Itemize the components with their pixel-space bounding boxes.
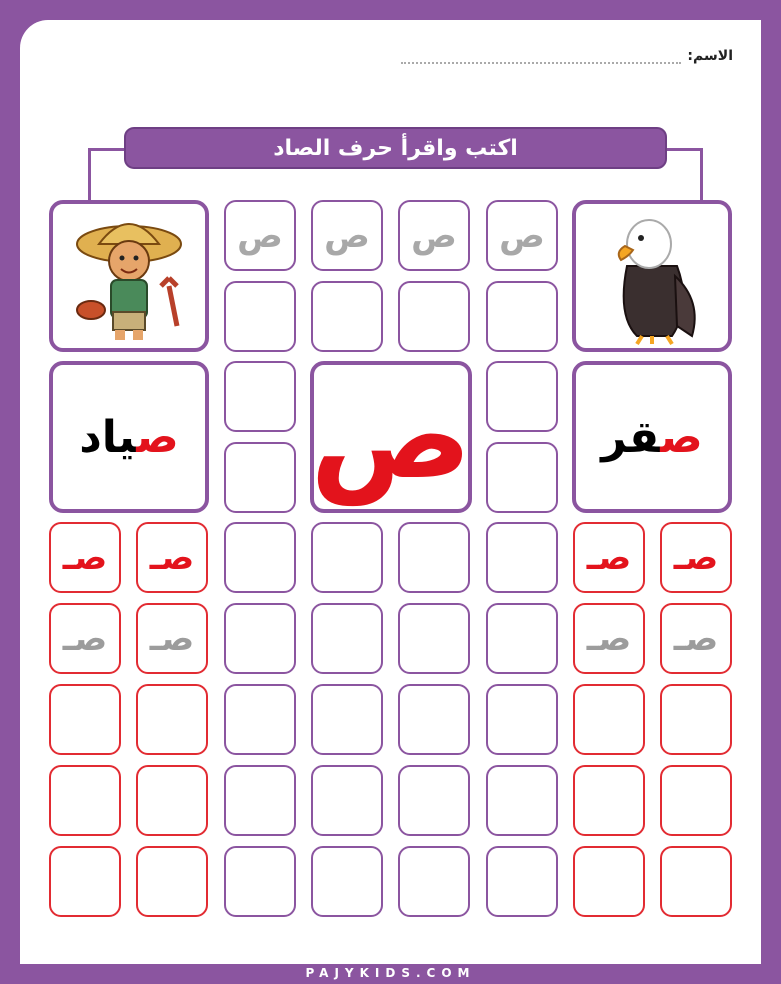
initial-letter: صـ <box>149 537 195 578</box>
write-cell[interactable] <box>660 684 732 755</box>
write-cell[interactable] <box>224 361 296 432</box>
write-cell[interactable] <box>573 684 645 755</box>
write-cell[interactable] <box>311 281 383 352</box>
write-cell[interactable] <box>224 442 296 513</box>
write-cell[interactable] <box>311 765 383 836</box>
write-cell[interactable] <box>573 846 645 917</box>
fisherman-picture-box <box>49 200 209 352</box>
trace-cell[interactable] <box>311 200 383 271</box>
write-cell[interactable] <box>573 765 645 836</box>
name-label: الاسم: <box>687 48 733 64</box>
write-cell[interactable] <box>49 765 121 836</box>
write-cell[interactable] <box>49 684 121 755</box>
initial-letter: صـ <box>62 537 108 578</box>
eagle-icon <box>597 206 707 346</box>
trace-cell[interactable] <box>224 200 296 271</box>
footer-site: PAJYKIDS.COM <box>305 966 476 980</box>
word-box-sayyad <box>49 361 209 513</box>
write-cell[interactable] <box>486 442 558 513</box>
trace-initial-letter: صـ <box>586 618 632 659</box>
write-cell[interactable] <box>398 846 470 917</box>
center-letter: ص <box>310 367 472 506</box>
trace-cell[interactable] <box>486 200 558 271</box>
write-cell[interactable] <box>224 281 296 352</box>
trace-initial-letter: صـ <box>62 618 108 659</box>
write-cell[interactable] <box>311 846 383 917</box>
write-cell[interactable] <box>398 603 470 674</box>
trace-letter: ص <box>499 215 545 256</box>
write-cell[interactable] <box>660 846 732 917</box>
write-cell[interactable] <box>486 281 558 352</box>
write-cell[interactable] <box>398 684 470 755</box>
write-cell[interactable] <box>311 684 383 755</box>
connector-left <box>88 148 128 204</box>
write-cell[interactable] <box>660 765 732 836</box>
word-sayyad-highlight: ص <box>136 411 179 463</box>
trace-initial-cell[interactable] <box>660 603 732 674</box>
write-cell[interactable] <box>486 765 558 836</box>
word-saqr <box>601 412 703 463</box>
initial-cell[interactable] <box>136 522 208 593</box>
write-cell[interactable] <box>136 765 208 836</box>
write-cell[interactable] <box>398 281 470 352</box>
write-cell[interactable] <box>486 522 558 593</box>
fisherman-icon <box>69 206 189 346</box>
trace-cell[interactable] <box>398 200 470 271</box>
initial-cell[interactable] <box>573 522 645 593</box>
trace-initial-letter: صـ <box>149 618 195 659</box>
write-cell[interactable] <box>486 846 558 917</box>
write-cell[interactable] <box>486 684 558 755</box>
write-cell[interactable] <box>224 765 296 836</box>
write-cell[interactable] <box>486 361 558 432</box>
name-input-line[interactable] <box>401 50 681 64</box>
word-box-saqr <box>572 361 732 513</box>
trace-initial-letter: صـ <box>673 618 719 659</box>
trace-initial-cell[interactable] <box>49 603 121 674</box>
word-saqr-rest: قر <box>601 411 661 463</box>
title-bar: اكتب واقرأ حرف الصاد <box>124 127 667 169</box>
initial-letter: صـ <box>673 537 719 578</box>
center-letter-box <box>310 361 472 513</box>
write-cell[interactable] <box>224 846 296 917</box>
write-cell[interactable] <box>486 603 558 674</box>
initial-letter: صـ <box>586 537 632 578</box>
word-sayyad-rest: ياد <box>79 411 137 463</box>
write-cell[interactable] <box>398 522 470 593</box>
word-sayyad <box>79 412 179 463</box>
write-cell[interactable] <box>224 684 296 755</box>
trace-initial-cell[interactable] <box>136 603 208 674</box>
connector-right <box>663 148 703 204</box>
write-cell[interactable] <box>398 765 470 836</box>
trace-letter: ص <box>411 215 457 256</box>
write-cell[interactable] <box>224 603 296 674</box>
write-cell[interactable] <box>136 846 208 917</box>
write-cell[interactable] <box>311 522 383 593</box>
write-cell[interactable] <box>49 846 121 917</box>
eagle-picture-box <box>572 200 732 352</box>
write-cell[interactable] <box>311 603 383 674</box>
trace-letter: ص <box>324 215 370 256</box>
word-saqr-highlight: ص <box>660 411 703 463</box>
name-row <box>401 48 733 64</box>
write-cell[interactable] <box>136 684 208 755</box>
initial-cell[interactable] <box>660 522 732 593</box>
initial-cell[interactable] <box>49 522 121 593</box>
trace-letter: ص <box>237 215 283 256</box>
trace-initial-cell[interactable] <box>573 603 645 674</box>
write-cell[interactable] <box>224 522 296 593</box>
